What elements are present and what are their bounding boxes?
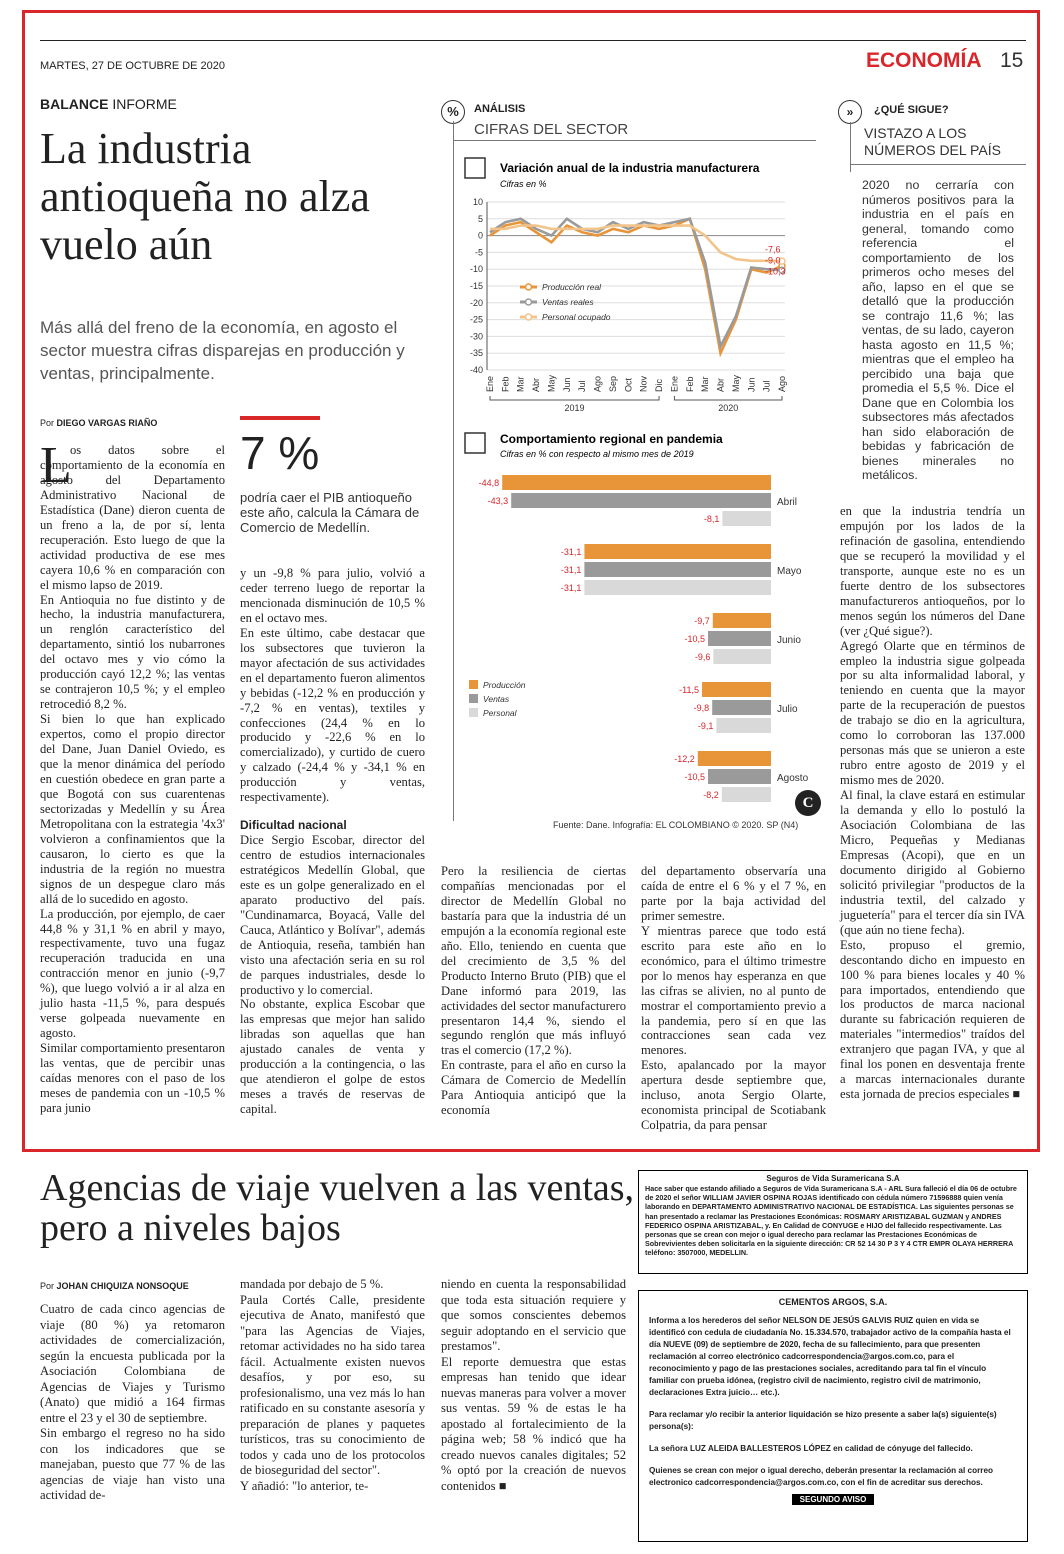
year-label: 2019 (564, 403, 585, 413)
notice-argos-title: CEMENTOS ARGOS, S.A. (778, 1297, 888, 1307)
x-tick-label: Jul (577, 380, 588, 392)
category-label: Agosto (777, 773, 809, 784)
notice-argos-body1: Informa a los herederos del señor NELSON DE JESÚS GALVIS RUIZ quien en vida se identificó con cedula de ciudadanía No. 15.334.570, trabajador activo de la compañía hasta el día NUEVE (09) de septiembre de 2020, fecha de su fallecimiento, para que presenten reclamación al correo electrónico cadcorrespondencia@argos.com.co, para el reconocimiento y pago de las prestaciones sociales, acreditando para tal fin el vínculo familiar con prueba idónea, (registro civil de nacimiento, registro civil de matrimonio, declaraciones Extra juicio… etc.). (649, 1316, 1011, 1397)
category-label: Junio (777, 635, 801, 646)
article-col-2: y un -9,8 % para julio, volvió a ceder terreno luego de reportar la mencionada disminución de 10,5 % en el octavo mes. En este último, cabe destacar que los subsectores que tuvieron la mayor afectación de sus actividades en el departamento fueron alimentos y bebidas (-12,2 % en producción y -7,2 % en ventas), textiles y confecciones (24,4 % en lo producido y -22,6 % en lo comercializado), y curtido de cuero y calzado (-24,4 % y -34,1 % en producción y ventas, respectivamente). (240, 566, 425, 805)
x-tick-label: Ago (777, 375, 787, 392)
article2-col-3: niendo en cuenta la responsabilidad que toda esta situación requiere y que somos conscientes debemos seguir adoptando en el servicio que prestamos". El reporte demuestra que estas empresas han tenido que idear nuevas maneras para volver a mover sus ventas. 59 % de estas le ha apostado al fortalecimiento de la página web; 58 % indicó que ha creado nuevos canales digitales; 52 % optó por la creación de nuevos contenidos ■ (441, 1277, 626, 1493)
category-label: Mayo (777, 566, 802, 577)
chart-icon (465, 158, 485, 178)
bar-value-label: -31,1 (560, 565, 582, 575)
notice-sura (638, 1170, 1028, 1274)
x-tick-label: Dic (654, 379, 665, 392)
x-tick-label: Jun (561, 377, 572, 392)
bar-value-label: -8,1 (703, 514, 720, 524)
page-number: 15 (1000, 49, 1024, 72)
que-sigue-kicker: ¿QUÉ SIGUE? (874, 104, 949, 116)
article-col-1: os datos sobre el comportamiento de la economía en agosto del Departamento Administrativo Nacional de Estadística (Dane) dieron cuenta de un freno a la, de por sí, lenta recuperación. Esto luego de que la actividad productiva de ese mes cayera 10,6 % en comparación con el mismo lapso de 2019. En Antioquia no fue distinto y de hecho, la industria manufacturera, un renglón característico del departamento, sintió los nubarrones del octavo mes y vio cómo la producción cayó 12,2 %; las ventas se contrajeron 10,5 %; y el empleo retrocedió 8,2 %. Si bien lo que han explicado expertos, como el propio director del Dane, Juan Daniel Oviedo, es que la menor dinámica del período en cuestión obedece en gran parte a que Bogotá con sus cuarentenas sectorizadas y Medellín y su Área Metropolitana con la estrategia '4x3' volvieron a confinamientos que la causaron, lo cierto es que la industria de la región no muestra signos de un despegue claro más allá de lo sucedido en agosto. La producción, por ejemplo, de caer 44,8 % y 31,1 % en abril y mayo, respectivamente, tuvo una fugaz recuperación traducida en una contracción menor en junio (-9,7 %), que luego volvió a ir al alza en julio hasta -11,5 %, para después verse golpeada nuevamente en agosto. Similar comportamiento presentaron las ventas, que de percibir unas caídas menores con el paso de los meses de pandemia con un -10,5 % para junio (40, 443, 225, 1115)
legend-swatch (469, 680, 478, 689)
bar (584, 544, 771, 559)
analysis-title: CIFRAS DEL SECTOR (474, 121, 629, 138)
line-chart-subtitle: Cifras en % (500, 179, 547, 189)
legend-label: Personal ocupado (542, 312, 611, 322)
y-tick-label: 5 (477, 213, 483, 224)
bar (722, 787, 771, 802)
legend-label: Producción (483, 680, 526, 690)
bar-value-label: -9,6 (694, 652, 711, 662)
analysis-frame-line (453, 121, 454, 821)
stat-value: 7 % (240, 427, 320, 479)
chart-source: Fuente: Dane. Infografía: EL COLOMBIANO © 2020. SP (N4) (553, 820, 799, 830)
article2-byline-prefix: Por (40, 1281, 55, 1291)
bar-value-label: -8,2 (703, 790, 719, 800)
notice-argos-body3: La señora LUZ ALEIDA BALLESTEROS LÓPEZ en calidad de cónyuge del fallecido. (649, 1444, 973, 1453)
que-sigue-rule (850, 164, 1026, 165)
legend-swatch (469, 694, 478, 703)
series-line (490, 219, 782, 347)
y-tick-label: -35 (469, 348, 483, 359)
analysis-kicker: ANÁLISIS (474, 103, 526, 115)
double-chevron-icon: » (838, 100, 862, 124)
bar-value-label: -9,8 (693, 703, 710, 713)
y-tick-label: -20 (469, 297, 483, 308)
notice-argos (638, 1290, 1028, 1542)
article-col-5: en que la industria tendría un empujón por los lados de la refinación de gasolina, entendiendo que se recuperó la movilidad y el transporte, aunque este no es un fuerte dentro de los subsectores manufactureros antioqueños, por lo menos según los números del Dane (ver ¿Qué sigue?). Agregó Olarte que en términos de empleo la industria sigue golpeada por su alta informalidad laboral, y teniendo en cuenta que la mayor parte de la recuperación de puestos de trabajo se dio en la agricultura, como lo corroboran las 137.000 personas más que se unieron a este rubro entre agosto de 2019 y el mismo mes de 2020. Al final, la clave estará en estimular la demanda y ello lo postuló la Asociación Colombiana de las Micro, Pequeñas y Medianas Empresas (Acopi), que en un documento dirigido al Gobierno solicitó privilegiar "productos de la industria textil, del calzado y juguetería" para el tercer día sin IVA (que aún no tiene fecha). Esto, propuso el gremio, descontando dicho en impuesto en 100 % para bienes locales y 40 % para importados, entendiendo que los productos de marca nacional durante su fabricación requieren de materiales "intermedios" traídos del extranjero que pagan IVA, y que al final los ponen en desventaja frente a marcas internacionales durante esta jornada de precios especiales ■ (840, 504, 1025, 1102)
chart-icon-2 (465, 433, 485, 453)
bar-value-label: -10,5 (684, 772, 705, 782)
y-tick-label: 10 (472, 197, 483, 207)
legend-label: Personal (483, 708, 517, 718)
y-tick-label: -10 (469, 264, 483, 275)
y-tick-label: -5 (474, 247, 483, 258)
article-col-2b: Dice Sergio Escobar, director del centro de estudios internacionales estratégicos Medellín Global, que este es un golpe generalizado en el aparato productivo del país. "Cundinamarca, Boyacá, Valle del Cauca, Atlántico y Bolívar", además de Antioquia, reseña, también han visto una afectación seria en su rol de parques industriales, desde lo productivo y lo comercial. No obstante, explica Escobar que las empresas que mejor han salido libradas son aquellas que han ajustado canales de venta y producción a la contingencia, o las que atendieron el golpe de estos meses a través de reservas de capital. (240, 833, 425, 1117)
bar (713, 649, 771, 664)
x-tick-label: Ene (485, 375, 495, 392)
analysis-frame-top (453, 140, 816, 141)
byline (40, 418, 157, 428)
y-tick-label: 0 (477, 230, 483, 241)
notice-argos-footer: SEGUNDO AVISO (792, 1494, 875, 1505)
end-value-label: -9,0 (765, 255, 781, 266)
bar (584, 580, 771, 595)
article2-col-2: mandada por debajo de 5 %. Paula Cortés Calle, presidente ejecutiva de Anato, manifestó que "para las Agencias de Viajes, retomar actividades no ha sido tarea fácil. Actualmente existen nuevos desafíos, y por eso, su profesionalismo, una vez más lo han ratificado en su constante asesoría y preparación de planes y paquetes turísticos, tras su conocimiento de todos y cada uno de los protocolos de bioseguridad del sector". Y añadió: "lo anterior, te- (240, 1277, 425, 1493)
legend-swatch (469, 708, 478, 717)
x-tick-label: Sep (607, 375, 618, 392)
x-tick-label: Abr (531, 377, 542, 392)
byline-prefix: Por (40, 418, 55, 428)
kicker-light: INFORME (112, 96, 177, 112)
notice-sura-body: Hace saber que estando afiliado a Seguros de Vida Suramericana S.A - ARL Sura falleció el día 06 de octubre de 2020 el señor WILLIAM JAVIER OSPINA ROJAS identificado con cédula número 71596888 quien venía laborando en DEPARTAMENTO ADMINISTRATIVO NACIONAL DE ESTADÍSTICA. Las siguientes personas se han presentado a reclamar las Prestaciones Económicas: ROSMARY ARISTIZABAL GUZMAN y ANDRES FEDERICO OSPINA ARISTIZABAL, y. En Calidad de CONYUGE e HIJO del fallecido respectivamente. Las personas que se crean con mejor o igual derecho para reclamar las Prestaciones Económicas de Sobrevivientes deben solicitarla en la siguiente dirección: CR 52 14 30 P 3 Y 4 CTR EMPR OLAYA HERRERA teléfono: 3507000, MEDELLIN. (645, 1184, 1017, 1258)
bar-value-label: -44,8 (478, 478, 500, 488)
percent-icon: % (441, 100, 465, 124)
x-tick-label: Ene (669, 375, 680, 392)
line-chart (455, 150, 815, 420)
bar-value-label: -31,1 (560, 547, 582, 557)
legend-label: Producción real (542, 282, 602, 292)
x-tick-label: Ago (592, 375, 603, 392)
end-value-label: -10,3 (765, 266, 786, 277)
article2-col-1: Cuatro de cada cinco agencias de viaje (80 %) ya retomaron actividades de comercialización, según la encuesta publicada por la Asociación Colombiana de Agencias de Viajes y Turismo (Anato) que midió a 164 firmas entre el 23 y el 30 de septiembre. Sin embargo el regreso no ha sido con los indicadores que se manejaban, puesto que 77 % de las agencias de viaje han visto una actividad de- (40, 1302, 225, 1502)
x-tick-label: Jul (761, 380, 772, 392)
bar (712, 700, 771, 715)
x-tick-label: Jun (746, 377, 757, 392)
bar-value-label: -10,5 (684, 634, 705, 644)
que-sigue-body: 2020 no cerraría con números positivos para la industria en el país en general, tomando como referencia el comportamiento de los primeros ocho meses del año, lapso en el que se detalló que la producción se contrajo 11,6 %; las ventas, de su lado, cayeron hasta agosto en 11,5 %; mientras que el empleo ha percibido una baja que promedia el 5,5 %. Dice el Dane que en Colombia los subsectores más afectados han sido elaboración de bebidas y fabricación de bienes minerales no metálicos. (862, 178, 1014, 482)
x-tick-label: May (546, 374, 557, 392)
bar-value-label: -12,2 (674, 754, 695, 764)
bar-value-label: -9,1 (697, 721, 714, 731)
article2-byline (40, 1281, 189, 1291)
end-value-label: -7,6 (765, 244, 781, 255)
bar-chart-title: Comportamiento regional en pandemia (500, 432, 723, 446)
notice-argos-body2: Para reclamar y/o recibir la anterior liquidación se hizo presente a saber la(s) siguiente(s) persona(s): (649, 1410, 997, 1431)
x-tick-label: Mar (700, 376, 711, 392)
el-colombiano-logo: C (795, 790, 821, 816)
que-sigue-title: VISTAZO A LOS NÚMEROS DEL PAÍS (864, 125, 1001, 158)
stat-text: podría caer el PIB antioqueño este año, calcula la Cámara de Comercio de Medellín. (240, 490, 420, 535)
subhead: Dificultad nacional (240, 818, 347, 832)
category-label: Julio (777, 704, 798, 715)
line-chart-title: Variación anual de la industria manufacturera (500, 161, 760, 175)
bar (708, 769, 771, 784)
bar (502, 475, 771, 490)
bar (708, 631, 771, 646)
page-date: MARTES, 27 DE OCTUBRE DE 2020 (40, 60, 226, 72)
legend-marker (526, 299, 532, 305)
article2-headline: Agencias de viaje vuelven a las ventas, pero a niveles bajos (40, 1167, 635, 1249)
x-tick-label: Nov (638, 375, 649, 392)
legend-label: Ventas reales (542, 297, 594, 307)
kicker-bold: BALANCE (40, 96, 109, 112)
bar (511, 493, 771, 508)
x-tick-label: Mar (515, 376, 526, 392)
category-label: Abril (777, 497, 798, 508)
headline: La industria antioqueña no alza vuelo aún (40, 124, 370, 269)
lead: Más allá del freno de la economía, en agosto el sector muestra cifras disparejas en producción y ventas, principalmente. (40, 318, 405, 383)
y-tick-label: -25 (469, 314, 483, 325)
stat-accent-bar (240, 416, 320, 420)
bar-chart-subtitle: Cifras en % con respecto al mismo mes de 2019 (500, 449, 694, 459)
kicker (40, 96, 177, 112)
x-tick-label: Oct (623, 377, 634, 392)
bar-value-label: -9,7 (694, 616, 710, 626)
notice-sura-title: Seguros de Vida Suramericana S.A (766, 1174, 900, 1183)
bar-chart (455, 425, 815, 810)
x-tick-label: Abr (715, 377, 726, 392)
bar-value-label: -31,1 (560, 583, 582, 593)
year-bracket (490, 396, 659, 400)
header-rule (40, 40, 1026, 41)
article-col-3: Pero la resiliencia de ciertas compañías mencionadas por el director de Medellín Global no bastaría para que la industria dé un empujón a la economía regional este año. Ello, teniendo en cuenta que del crecimiento de 3,5 % del Producto Interno Bruto (PIB) que el Dane informó para 2019, las actividades del sector manufacturero presentaron 14,4 %, siendo el segundo renglón que más influyó tras el comercio (17,2 %). En contraste, para el año en curso la Cámara de Comercio de Medellín Para Antioquia anticipó que la economía (441, 864, 626, 1118)
y-tick-label: -40 (469, 365, 483, 375)
bar (716, 718, 771, 733)
bar-value-label: -11,5 (679, 685, 699, 695)
drop-cap: L (40, 437, 72, 494)
bar (713, 613, 771, 628)
article-col-4: del departamento observaría una caída de entre el 6 % y el 7 %, en parte por la baja actividad del primer semestre. Y mientras parece que todo está escrito para este año en lo económico, para el último trimestre por lo menos hay esperanza en que las cifras se alivien, no al punto de mostrar el comportamiento previo a la pandemia, pero sí en que las contracciones sean cada vez menores. Esto, apalancado por la mayor apertura desde septiembre que, incluso, anota Sergio Olarte, economista principal de Scotiabank Colpatria, da para pensar (641, 864, 826, 1133)
y-tick-label: -30 (469, 331, 483, 342)
bar-value-label: -43,3 (487, 496, 509, 506)
article2-byline-name: JOHAN CHIQUIZA NONSOQUE (56, 1281, 189, 1291)
byline-name: DIEGO VARGAS RIAÑO (56, 418, 158, 428)
legend-label: Ventas (483, 694, 510, 704)
notice-argos-body4: Quienes se crean con mejor o igual derecho, deberán presentar la reclamación al correo electronico cadcorrespondencia@argos.com.co, con el fin de acreditar sus derechos. (649, 1466, 994, 1487)
y-tick-label: -15 (469, 281, 483, 291)
year-label: 2020 (718, 403, 739, 413)
bar (584, 562, 771, 577)
bar (722, 511, 771, 526)
x-tick-label: Feb (684, 376, 695, 392)
section-name: ECONOMÍA (866, 49, 982, 72)
year-bracket (674, 396, 782, 400)
legend-marker (526, 284, 532, 290)
legend-marker (526, 314, 532, 320)
x-tick-label: Feb (500, 376, 511, 392)
x-tick-label: May (730, 374, 741, 392)
bar (698, 751, 771, 766)
bar (702, 682, 771, 697)
